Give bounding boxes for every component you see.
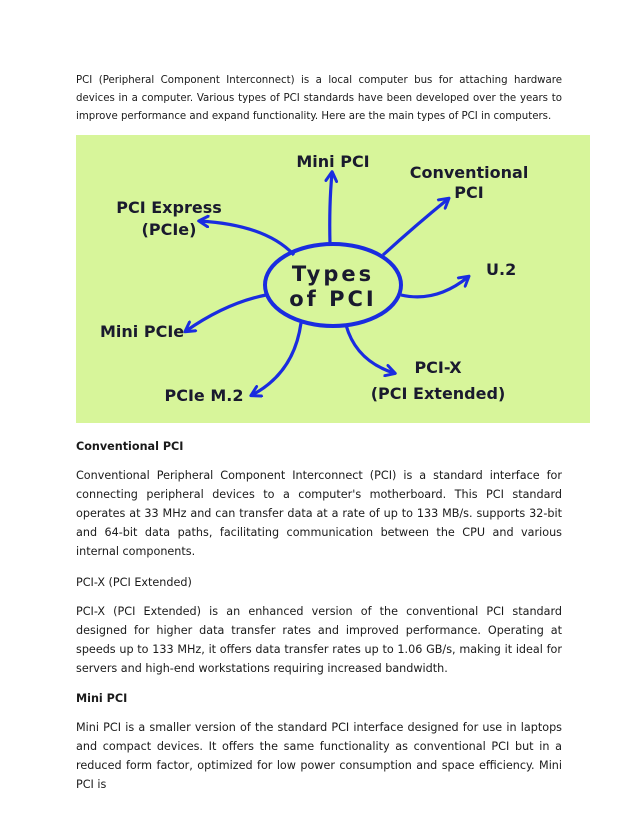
heading-pci-x: PCI-X (PCI Extended) [76, 576, 192, 589]
arrow-pcie-m2 [252, 323, 301, 395]
paragraph-mini-pci: Mini PCI is a smaller version of the standard PCI interface designed for use in laptops and compact devices. It offers the same functionality as conventional PCI but in a reduced form factor, optimized for low power consumption and space efficiency. Mini PCI is [76, 721, 562, 791]
label-conventional-line1: Conventional [409, 163, 529, 182]
mind-map-svg [76, 135, 590, 423]
heading-mini-pci: Mini PCI [76, 692, 128, 705]
label-pci-x-line1: PCI-X [414, 358, 462, 377]
arrow-mini-pcie [186, 295, 266, 331]
label-pcie-m2: PCIe M.2 [164, 386, 244, 405]
arrow-conventional-pci [383, 199, 448, 255]
paragraph-conventional-pci: Conventional Peripheral Component Interconnect (PCI) is a standard interface for connecting peripheral devices to a computer's motherboard. This PCI standard operates at 33 MHz and can transfer data at a rate of up to 133 MB/s. supports 32-bit and 64-bit data paths, facilitating communication between the CPU and various internal components. [76, 469, 562, 558]
label-mini-pcie: Mini PCIe [100, 322, 185, 341]
arrow-mini-pci [330, 173, 332, 244]
label-pci-express-line1: PCI Express [116, 198, 222, 217]
arrow-pci-x [346, 325, 394, 373]
article-body [76, 430, 562, 794]
intro-paragraph: PCI (Peripheral Component Interconnect) is a local computer bus for attaching hardware devices in a computer. Various types of PCI standards have been developed over the years to improve performance and expand functionality. Here are the main types of PCI in computers. [76, 75, 562, 123]
center-label-line2: of PCI [289, 287, 377, 311]
label-mini-pci: Mini PCI [296, 152, 370, 171]
arrow-u2 [401, 277, 468, 297]
heading-conventional-pci: Conventional PCI [76, 440, 184, 453]
paragraph-pci-x: PCI-X (PCI Extended) is an enhanced version of the conventional PCI standard designed for higher data transfer rates and improved performance. Operating at speeds up to 133 MHz, it offers data transfer rates up to 1.06 GB/s, making it ideal for servers and high-end workstations requiring increased bandwidth. [76, 605, 562, 675]
center-label-line1: Types [291, 262, 375, 286]
pci-types-diagram [76, 135, 590, 423]
arrow-pci-express [200, 221, 294, 255]
label-pci-express-line2: (PCIe) [141, 220, 197, 239]
label-pci-x-line2: (PCI Extended) [370, 384, 506, 403]
label-u2: U.2 [486, 260, 517, 279]
label-conventional-line2: PCI [454, 183, 484, 202]
